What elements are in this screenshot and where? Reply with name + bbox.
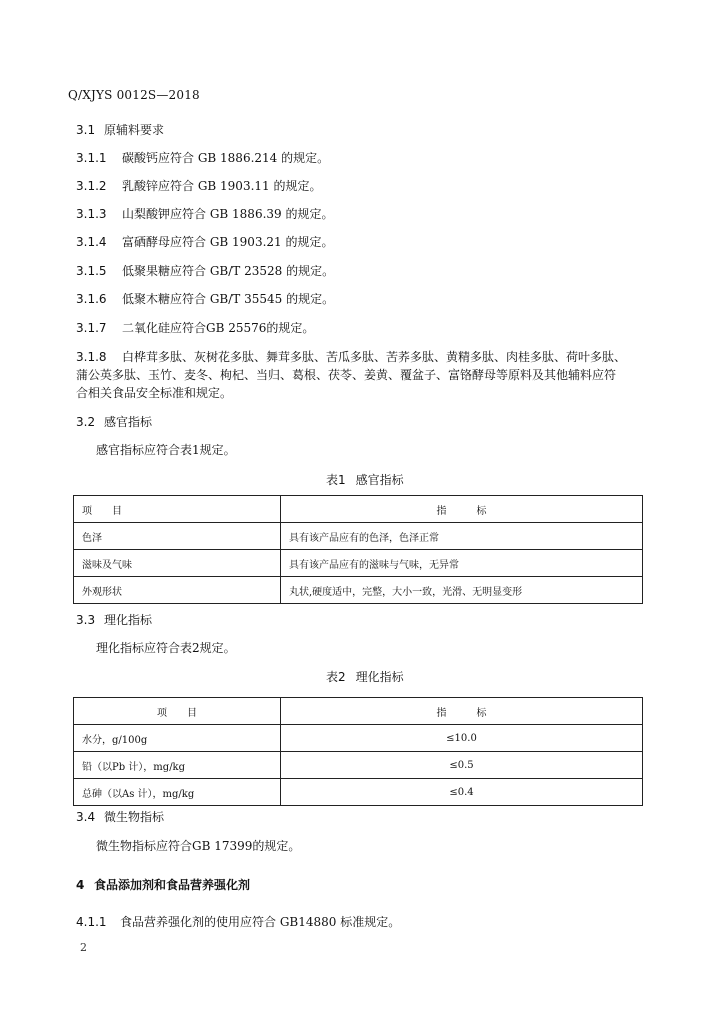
table2-caption: [326, 668, 404, 685]
table-row: [74, 779, 643, 806]
table-cell: 外观形状: [74, 577, 281, 604]
physchem-intro: 理化指标应符合表2规定。: [96, 641, 236, 655]
table-header-row: [74, 698, 643, 725]
item-number: 3.1.8: [76, 350, 107, 364]
item-text: 碳酸钙应符合 GB 1886.214 的规定。: [122, 151, 330, 165]
item-text: 乳酸锌应符合 GB 1903.11 的规定。: [122, 179, 322, 193]
item-number: 4.1.1: [76, 915, 107, 929]
table-cell: 色泽: [74, 523, 281, 550]
section-number: 3.1: [76, 123, 96, 137]
table-cell: ≤0.4: [281, 779, 643, 806]
table-cell: 总砷（以As 计），mg/kg: [74, 779, 281, 806]
section-3-1-heading: [76, 121, 164, 138]
table-cell: 滋味及气味: [74, 550, 281, 577]
section-title: 理化指标: [104, 613, 153, 627]
table-number: 表1: [326, 473, 346, 487]
item-number: 3.1.7: [76, 321, 107, 335]
table2-physchem: [73, 697, 643, 806]
table-row: [74, 577, 643, 604]
item-number: 3.1.2: [76, 179, 107, 193]
item-text: 山梨酸钾应符合 GB 1886.39 的规定。: [122, 207, 334, 221]
item-number: 3.1.6: [76, 292, 107, 306]
table-header-cell: 指 标: [281, 496, 643, 523]
table-header-cell: 项 目: [74, 496, 281, 523]
table-header-cell: 指 标: [281, 698, 643, 725]
standard-code: Q/XJYS 0012S—2018: [68, 88, 200, 102]
item-3-1-1: [76, 149, 329, 166]
page-number: 2: [80, 941, 87, 954]
table-row: [74, 752, 643, 779]
table-header-cell: 项 目: [74, 698, 281, 725]
table-row: [74, 725, 643, 752]
item-text: 富硒酵母应符合 GB 1903.21 的规定。: [122, 235, 334, 249]
table-row: [74, 523, 643, 550]
item-number: 3.1.5: [76, 264, 107, 278]
item-3-1-8-line3: 合相关食品安全标准和规定。: [76, 386, 233, 400]
item-3-1-6: [76, 290, 334, 307]
item-3-1-5: [76, 262, 334, 279]
table-cell: 丸状,硬度适中，完整，大小一致，光滑、无明显变形: [281, 577, 643, 604]
table-cell: 具有该产品应有的滋味与气味，无异常: [281, 550, 643, 577]
table-cell: ≤0.5: [281, 752, 643, 779]
section-number: 4: [76, 878, 85, 892]
table-title: 理化指标: [355, 670, 404, 684]
section-4-heading: [76, 876, 250, 893]
table-row: [74, 550, 643, 577]
item-3-1-8-line2: 蒲公英多肽、玉竹、麦冬、枸杞、当归、葛根、茯苓、姜黄、覆盆子、富铬酵母等原料及其他辅料应符: [76, 368, 617, 382]
item-3-1-8-line1: [76, 348, 626, 365]
item-number: 3.1.4: [76, 235, 107, 249]
table-cell: ≤10.0: [281, 725, 643, 752]
table1-caption: [326, 471, 404, 488]
section-number: 3.2: [76, 415, 96, 429]
micro-intro: 微生物指标应符合GB 17399的规定。: [96, 839, 301, 853]
table-title: 感官指标: [355, 473, 404, 487]
item-3-1-7: [76, 319, 314, 336]
section-title: 感官指标: [104, 415, 153, 429]
section-3-4-heading: [76, 808, 164, 825]
table-cell: 水分，g/100g: [74, 725, 281, 752]
item-text: 二氧化硅应符合GB 25576的规定。: [122, 321, 315, 335]
table-header-row: [74, 496, 643, 523]
item-text: 低聚果糖应符合 GB/T 23528 的规定。: [122, 264, 335, 278]
table-number: 表2: [326, 670, 346, 684]
item-text: 低聚木糖应符合 GB/T 35545 的规定。: [122, 292, 335, 306]
item-3-1-3: [76, 205, 333, 222]
item-3-1-2: [76, 177, 321, 194]
item-text: 白桦茸多肽、灰树花多肽、舞茸多肽、苦瓜多肽、苦荞多肽、黄精多肽、肉桂多肽、荷叶多肽、: [122, 350, 627, 364]
table-cell: 铅（以Pb 计），mg/kg: [74, 752, 281, 779]
section-3-2-heading: [76, 413, 152, 430]
section-number: 3.4: [76, 810, 96, 824]
section-title: 原辅料要求: [104, 123, 165, 137]
section-title: 微生物指标: [104, 810, 165, 824]
item-3-1-4: [76, 233, 333, 250]
section-3-3-heading: [76, 611, 152, 628]
section-title: 食品添加剂和食品营养强化剂: [94, 878, 251, 892]
table-cell: 具有该产品应有的色泽，色泽正常: [281, 523, 643, 550]
item-number: 3.1.1: [76, 151, 107, 165]
section-number: 3.3: [76, 613, 96, 627]
sensory-intro: 感官指标应符合表1规定。: [96, 443, 236, 457]
item-4-1-1: [76, 913, 400, 930]
table1-sensory: [73, 495, 643, 604]
item-text: 食品营养强化剂的使用应符合 GB14880 标准规定。: [120, 915, 401, 929]
item-number: 3.1.3: [76, 207, 107, 221]
